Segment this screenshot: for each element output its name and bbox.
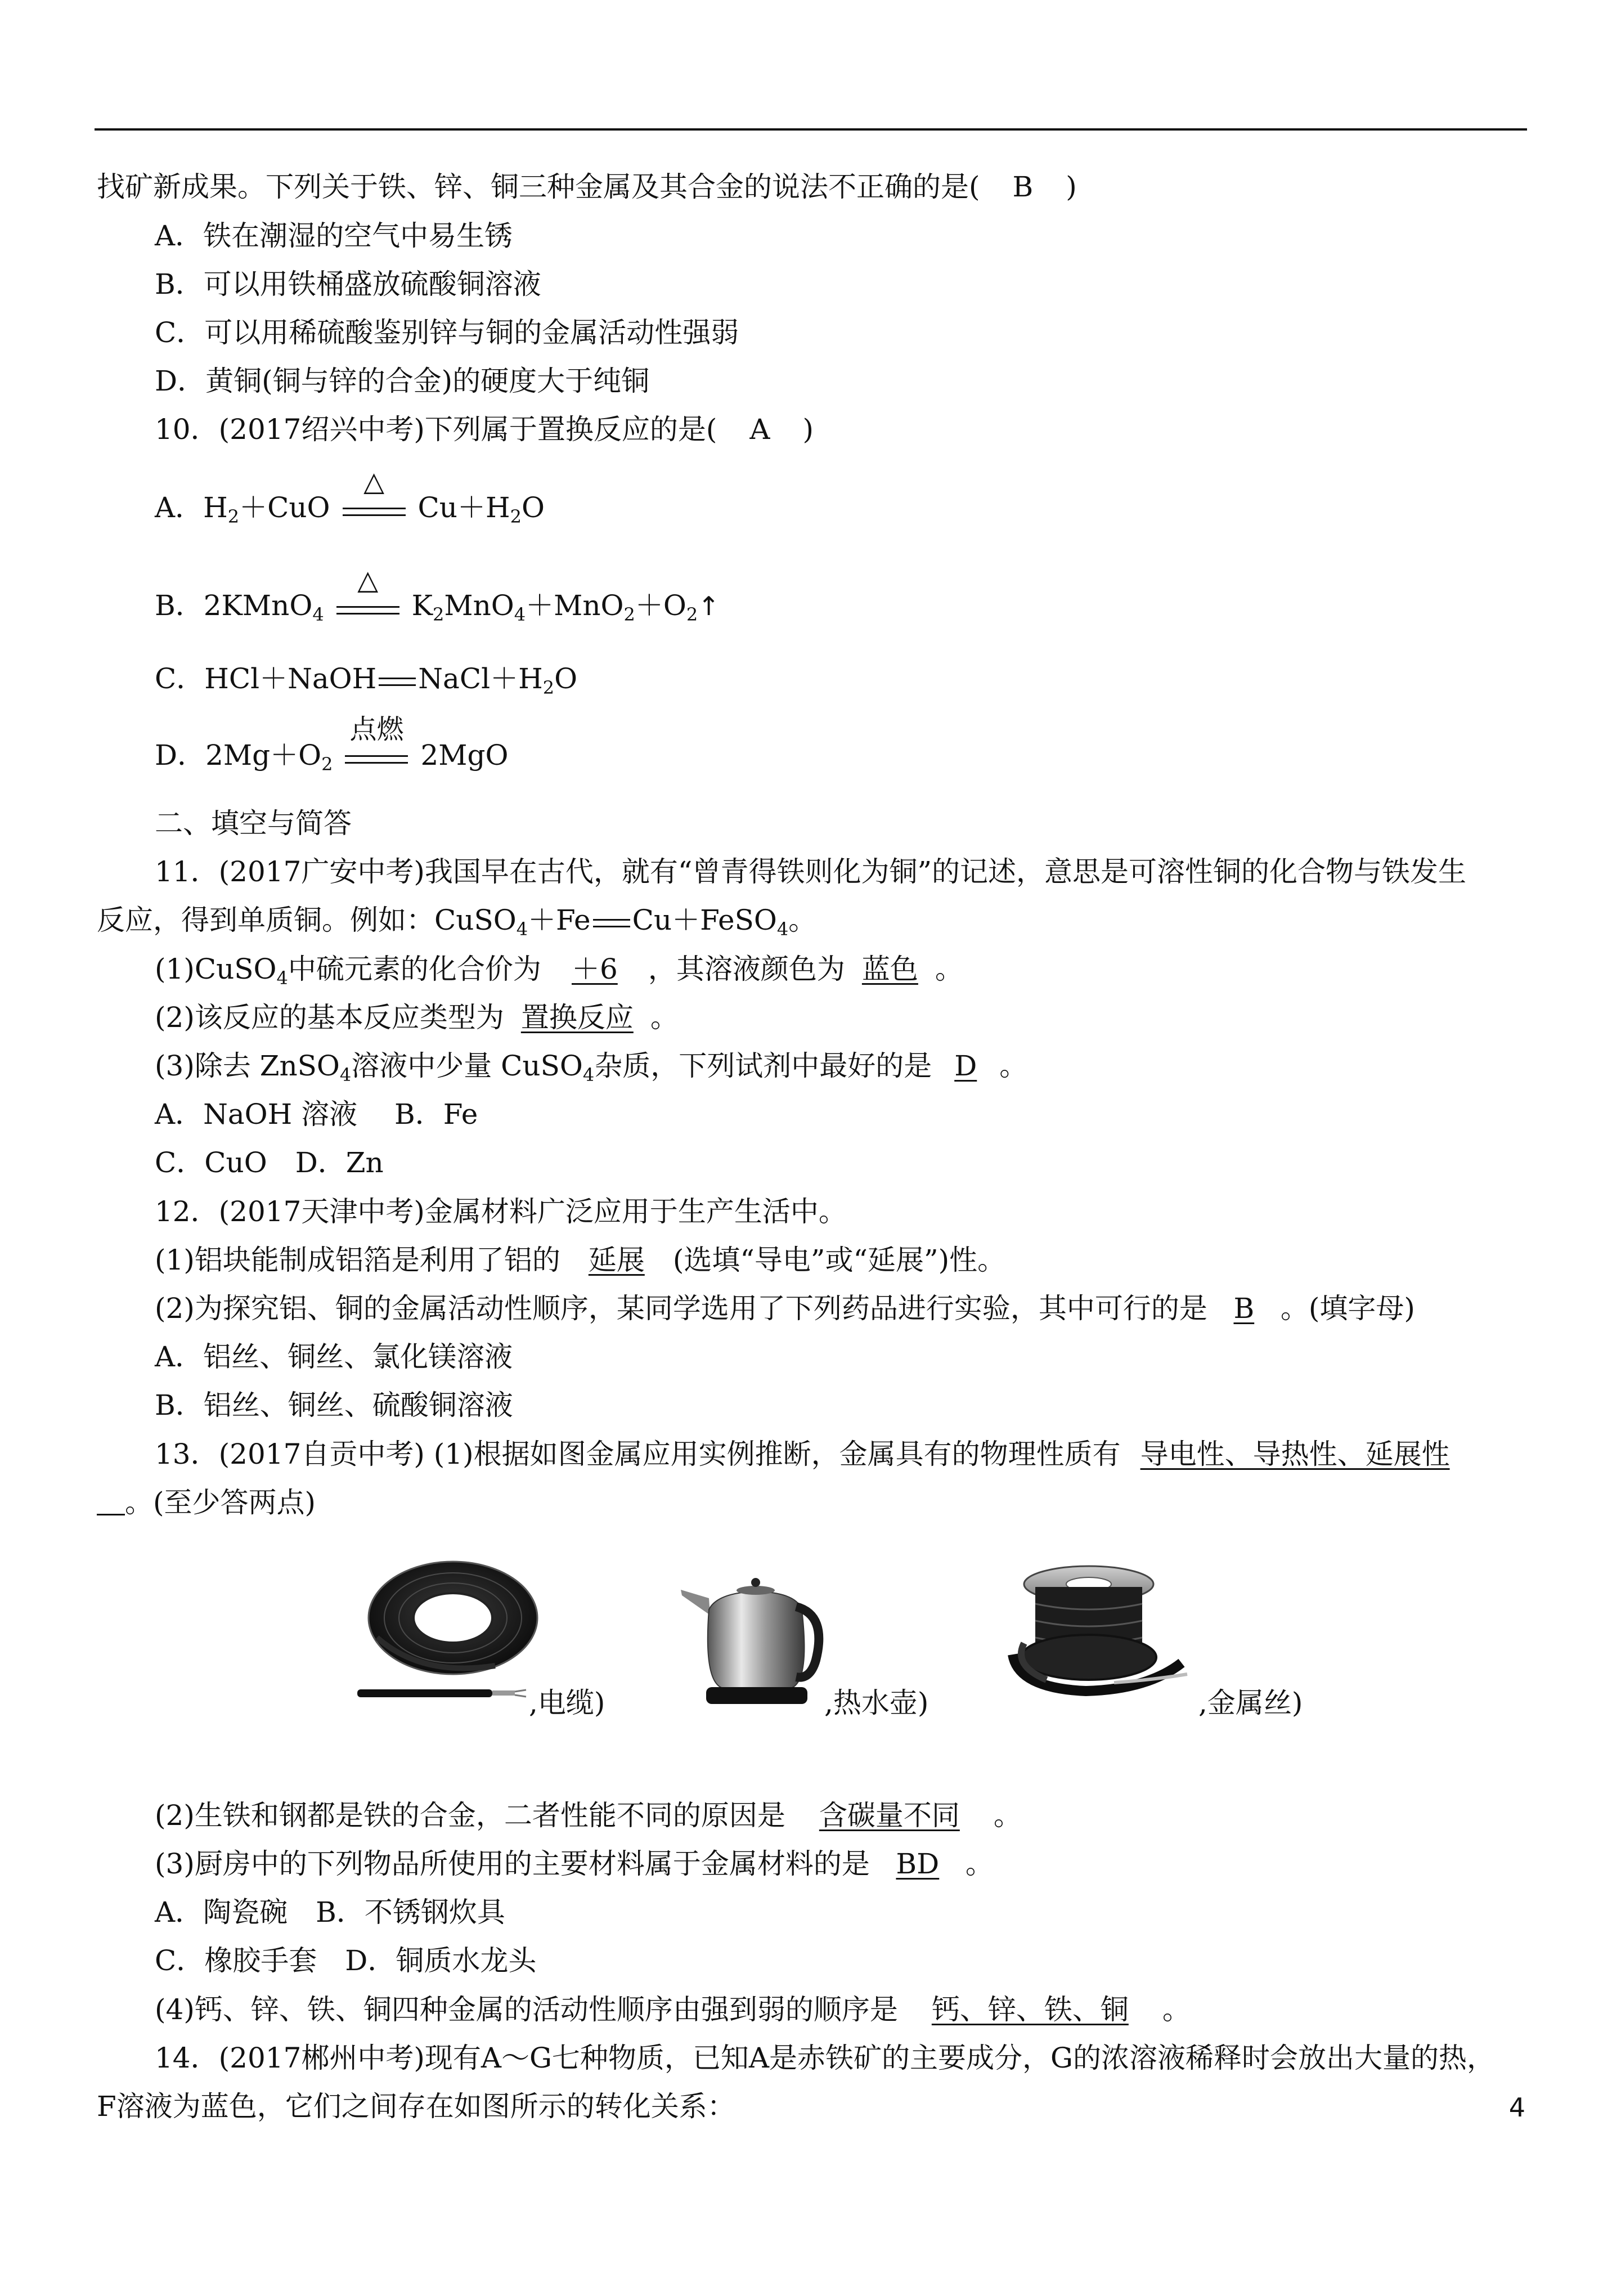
- q11-options-ab: A．NaOH 溶液 B．Fe: [155, 1098, 478, 1131]
- electric-kettle-image: [675, 1576, 833, 1711]
- q9-option-b: B．可以用铁桶盛放硫酸铜溶液: [155, 268, 541, 301]
- condition-heat: △: [336, 586, 399, 626]
- q12-option-b: B．铝丝、铜丝、硫酸铜溶液: [155, 1389, 513, 1421]
- q13-answer-activity-order: 钙、锌、铁、铜: [931, 1993, 1129, 2026]
- cable-coil-image: [354, 1559, 540, 1711]
- metal-wire-spool-image: [1002, 1559, 1193, 1711]
- q11-stem-line1: 11．(2017广安中考)我国早在古代，就有“曾青得铁则化为铜”的记述，意思是可溶性铜的化合物与铁发生: [155, 855, 1467, 888]
- q10-stem: 10．(2017绍兴中考)下列属于置换反应的是( A ): [155, 413, 814, 446]
- gas-arrow-icon: ↑: [698, 591, 720, 621]
- q12-stem: 12．(2017天津中考)金属材料广泛应用于生产生活中。: [155, 1195, 847, 1228]
- equals-sign-icon: [591, 900, 632, 940]
- q13-options-cd: C．橡胶手套 D．铜质水龙头: [155, 1944, 537, 1977]
- q12-option-a: A．铝丝、铜丝、氯化镁溶液: [155, 1340, 513, 1373]
- q11-part1: (1)CuSO$_4$中硫元素的化合价为 ＋6 ，其溶液颜色为 蓝色 。: [155, 949, 963, 989]
- equals-sign-icon: [376, 658, 418, 699]
- figure-caption-wire: ,金属丝): [1198, 1687, 1303, 1719]
- q9-stem: 找矿新成果。下列关于铁、锌、铜三种金属及其合金的说法不正确的是( B ): [97, 171, 1077, 203]
- q12-part2: (2)为探究铝、铜的金属活动性顺序，某同学选用了下列药品进行实验，其中可行的是 B 。(填字母): [155, 1288, 1415, 1329]
- figure-caption-kettle: ,热水壶): [824, 1687, 929, 1719]
- q9-answer: B: [1012, 171, 1034, 203]
- q12-answer-property: 延展: [588, 1244, 645, 1276]
- figure-caption-cable: ,电缆): [529, 1687, 605, 1719]
- q11-part3: (3)除去 ZnSO$_4$溶液中少量 CuSO$_4$杂质，下列试剂中最好的是 D 。: [155, 1046, 1027, 1086]
- q10-option-d: D．$2Mg+O_2$ 点燃 2MgO: [155, 714, 509, 775]
- q11-answer-reaction-type: 置换反应: [520, 1001, 634, 1034]
- q11-options-cd: C．CuO D．Zn: [155, 1146, 384, 1179]
- q13-part4: (4)钙、锌、铁、铜四种金属的活动性顺序由强到弱的顺序是 钙、锌、铁、铜 。: [155, 1989, 1191, 2030]
- q13-stem-tail: 。(至少答两点): [97, 1482, 316, 1523]
- page-number: 4: [1508, 2092, 1525, 2123]
- q13-options-ab: A．陶瓷碗 B．不锈钢炊具: [155, 1896, 505, 1929]
- q11-answer-color: 蓝色: [861, 953, 918, 985]
- q9-option-c: C．可以用稀硫酸鉴别锌与铜的金属活动性强弱: [155, 316, 739, 349]
- q10-option-c: C．HCl＋NaOH $NaCl+H_2O$: [155, 658, 577, 699]
- condition-heat: △: [343, 487, 406, 528]
- q13-answer-properties: 导电性、导热性、延展性: [1140, 1438, 1450, 1470]
- section-heading: 二、填空与简答: [155, 807, 352, 840]
- q11-answer-valence: ＋6: [571, 953, 618, 985]
- q9-option-a: A．铁在潮湿的空气中易生锈: [155, 219, 513, 252]
- q13-stem: 13．(2017自贡中考) (1)根据如图金属应用实例推断，金属具有的物理性质有 导电性、导热性、延展性: [155, 1434, 1470, 1474]
- q12-answer-choice: B: [1233, 1292, 1255, 1325]
- q14-stem-line1: 14．(2017郴州中考)现有A～G七种物质，已知A是赤铁矿的主要成分，G的浓溶液稀释时会放出大量的热，: [155, 2042, 1495, 2074]
- q10-answer: A: [749, 413, 770, 446]
- q14-stem-line2: F溶液为蓝色，它们之间存在如图所示的转化关系：: [97, 2090, 735, 2123]
- condition-ignite: 点燃: [345, 735, 408, 775]
- q10-option-a: A．$H_2+CuO$ △ $Cu+H_2O$: [155, 466, 545, 527]
- header-rule: [95, 128, 1527, 131]
- q9-option-d: D．黄铜(铜与锌的合金)的硬度大于纯铜: [155, 365, 650, 397]
- q12-part1: (1)铝块能制成铝箔是利用了铝的 延展 (选填“导电”或“延展”)性。: [155, 1240, 1005, 1280]
- q13-part2: (2)生铁和钢都是铁的合金，二者性能不同的原因是 含碳量不同 。: [155, 1795, 1022, 1836]
- q13-answer-materials: BD: [896, 1847, 940, 1880]
- q11-part2: (2)该反应的基本反应类型为 置换反应 。: [155, 997, 679, 1038]
- q13-part3: (3)厨房中的下列物品所使用的主要材料属于金属材料的是 BD 。: [155, 1844, 994, 1884]
- q10-option-b: B．2KMnO$_4$ △ $K_2MnO_4+MnO_2+O_2↑$: [155, 564, 720, 625]
- q11-stem-line2: 反应，得到单质铜。例如：CuSO$_4$＋Fe Cu＋FeSO$_4$。: [97, 900, 816, 940]
- q11-answer-reagent: D: [954, 1050, 977, 1082]
- q13-answer-carbon: 含碳量不同: [819, 1799, 960, 1832]
